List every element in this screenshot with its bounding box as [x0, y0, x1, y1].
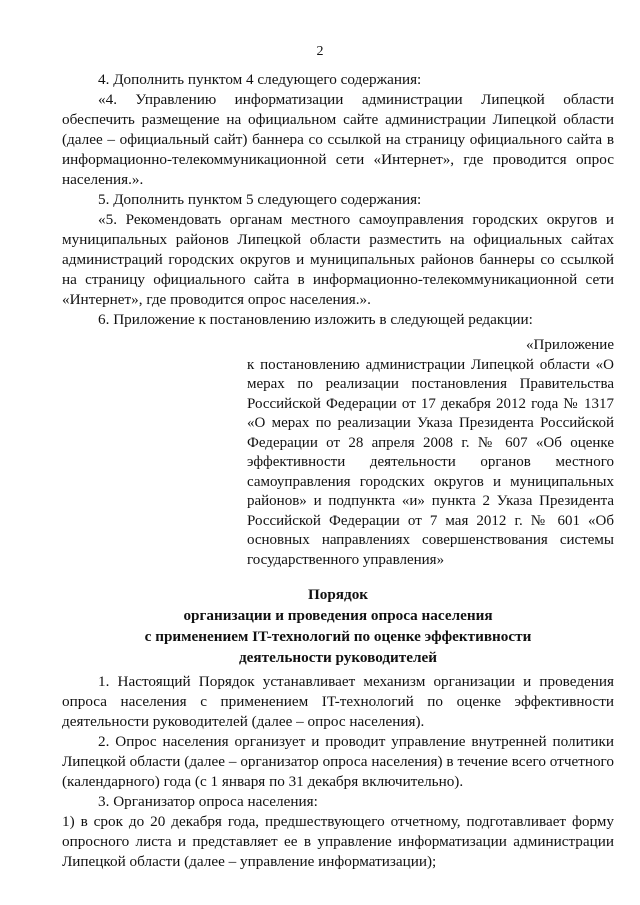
- page-number: 2: [316, 44, 324, 59]
- paragraph-amend-4-text: «4. Управлению информатизации администрации Липецкой области обеспечить размещение на официальном сайте администрации Липецкой области (далее – официальный сайт) баннера со ссылкой на страницу официального сайта в информационно-телекоммуникационной сети «Интернет», где проводится опрос населения.».: [62, 91, 614, 188]
- title-line-3: с применением IT-технологий по оценке эффективности: [144, 628, 532, 645]
- title-line-4: деятельности руководителей: [239, 649, 437, 666]
- paragraph-amend-6: 6. Приложение к постановлению изложить в следующей редакции:: [98, 311, 533, 328]
- appendix-heading: «Приложение: [525, 337, 614, 353]
- appendix-reference: [247, 336, 614, 570]
- title-line-2: организации и проведения опроса населения: [183, 607, 493, 624]
- document-title: [62, 584, 614, 668]
- appendix-text: к постановлению администрации Липецкой области «О мерах по реализации постановления Правительства Российской Федерации от 17 декабря 2012 года № 1317 «О мерах по реализации Указа Президента Российской Федерации от 28 апреля 2008 г. № 607 «Об оценке эффективности деятельности органов местного самоуправления городских округов и муниципальных районов» и подпункта «и» пункта 2 Указа Президента Российской Федерации от 7 мая 2012 г. № 601 «Об основных направлениях совершенствования системы государственного управления»: [247, 356, 614, 568]
- paragraph-amend-4-intro: 4. Дополнить пунктом 4 следующего содержания:: [98, 71, 422, 88]
- paragraph-amend-5-text: «5. Рекомендовать органам местного самоуправления городских округов и муниципальных районов Липецкой области разместить на официальных сайтах администраций городских округов и муниципальных районов баннеры со ссылкой на страницу официального сайта в информационно-телекоммуникационной сети «Интернет», где проводится опрос населения.».: [62, 211, 614, 308]
- amendments-section: [62, 70, 614, 330]
- paragraph-1: 1. Настоящий Порядок устанавливает механизм организации и проведения опроса населения с применением IT-технологий по оценке эффективности деятельности руководителей (далее – опрос населения).: [62, 673, 614, 730]
- paragraph-amend-5-intro: 5. Дополнить пунктом 5 следующего содержания:: [98, 191, 422, 208]
- title-line-1: Порядок: [307, 586, 369, 603]
- paragraph-3-1: 1) в срок до 20 декабря года, предшествующего отчетному, подготавливает форму опросного листа и представляет ее в управление информатизации администрации Липецкой области (далее – управление информатизации);: [62, 813, 614, 870]
- paragraph-2: 2. Опрос населения организует и проводит управление внутренней политики Липецкой области (далее – организатор опроса населения) в течение всего отчетного (календарного) года (с 1 января по 31 декабря включительно).: [62, 733, 614, 790]
- paragraph-3: 3. Организатор опроса населения:: [98, 793, 318, 810]
- procedure-body: [62, 672, 614, 872]
